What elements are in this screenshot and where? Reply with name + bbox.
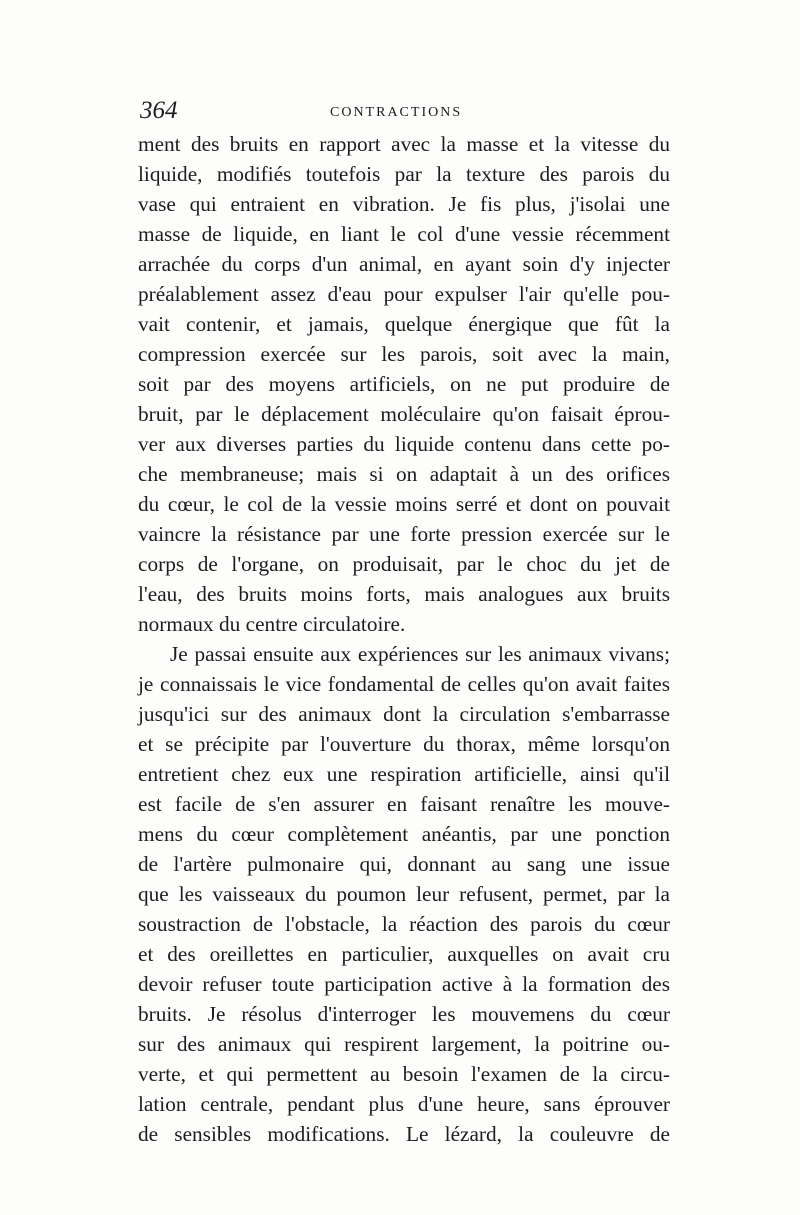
paragraph-end-line: normaux du centre circulatoire.	[138, 612, 406, 636]
text-line: corps de l'organe, on produisait, par le choc du jet de	[138, 552, 670, 576]
page-header	[140, 96, 670, 130]
text-line: liquide, modifiés toutefois par la texture des parois du	[138, 162, 670, 186]
page-number: 364	[140, 97, 178, 124]
text-line: devoir refuser toute participation active à la formation des	[138, 972, 670, 996]
paragraph-start-line: Je passai ensuite aux expériences sur les animaux vivans;	[170, 642, 670, 666]
text-line: du cœur, le col de la vessie moins serré et dont on pouvait	[138, 492, 670, 516]
body-text	[138, 129, 670, 1149]
text-line: entretient chez eux une respiration artificielle, ainsi qu'il	[138, 762, 670, 786]
text-line: masse de liquide, en liant le col d'une vessie récemment	[138, 222, 670, 246]
text-line: que les vaisseaux du poumon leur refusent, permet, par la	[138, 882, 670, 906]
text-line: est facile de s'en assurer en faisant renaître les mouve-	[138, 792, 670, 816]
text-line: mens du cœur complètement anéantis, par une ponction	[138, 822, 670, 846]
text-line: l'eau, des bruits moins forts, mais analogues aux bruits	[138, 582, 670, 606]
text-line: soit par des moyens artificiels, on ne put produire de	[138, 372, 670, 396]
text-line: vaincre la résistance par une forte pression exercée sur le	[138, 522, 670, 546]
text-line: vase qui entraient en vibration. Je fis plus, j'isolai une	[138, 192, 670, 216]
text-line: de l'artère pulmonaire qui, donnant au sang une issue	[138, 852, 670, 876]
text-line: che membraneuse; mais si on adaptait à un des orifices	[138, 462, 670, 486]
text-line: arrachée du corps d'un animal, en ayant soin d'y injecter	[138, 252, 670, 276]
text-line: de sensibles modifications. Le lézard, la couleuvre de	[138, 1122, 670, 1146]
text-line: bruit, par le déplacement moléculaire qu'on faisait éprou-	[138, 402, 670, 426]
text-line: ver aux diverses parties du liquide contenu dans cette po-	[138, 432, 670, 456]
text-line: soustraction de l'obstacle, la réaction des parois du cœur	[138, 912, 670, 936]
text-line: jusqu'ici sur des animaux dont la circulation s'embarrasse	[138, 702, 670, 726]
text-line: je connaissais le vice fondamental de celles qu'on avait faites	[138, 672, 670, 696]
text-line: bruits. Je résolus d'interroger les mouvemens du cœur	[138, 1002, 670, 1026]
text-line: préalablement assez d'eau pour expulser l'air qu'elle pou-	[138, 282, 670, 306]
text-line: verte, et qui permettent au besoin l'examen de la circu-	[138, 1062, 670, 1086]
text-line: et des oreillettes en particulier, auxquelles on avait cru	[138, 942, 670, 966]
text-line: vait contenir, et jamais, quelque énergique que fût la	[138, 312, 670, 336]
text-line: sur des animaux qui respirent largement, la poitrine ou-	[138, 1032, 670, 1056]
text-line: lation centrale, pendant plus d'une heure, sans éprouver	[138, 1092, 670, 1116]
text-line: ment des bruits en rapport avec la masse et la vitesse du	[138, 132, 670, 156]
running-head: CONTRACTIONS	[330, 105, 463, 120]
text-line: compression exercée sur les parois, soit avec la main,	[138, 342, 670, 366]
text-line: et se précipite par l'ouverture du thorax, même lorsqu'on	[138, 732, 670, 756]
